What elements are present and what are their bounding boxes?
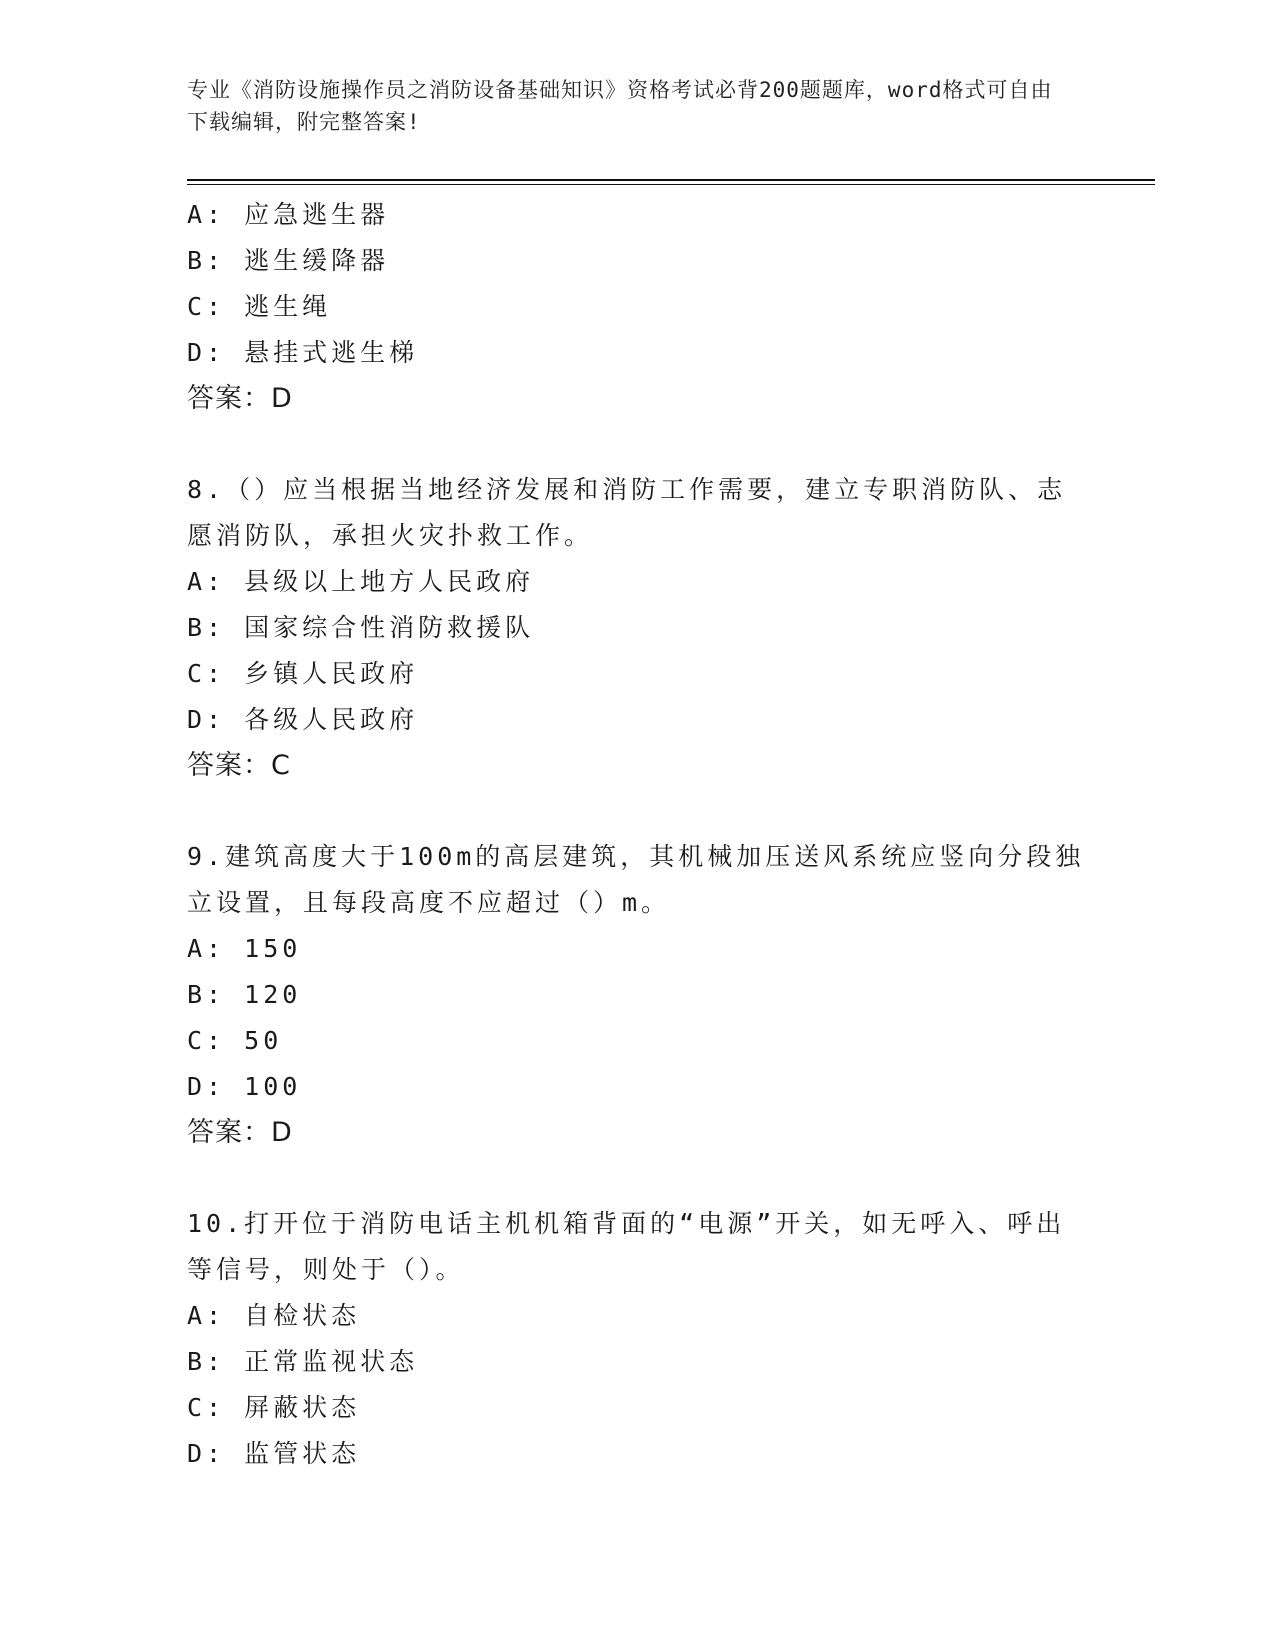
spacer	[187, 422, 1087, 467]
question-9	[187, 834, 1087, 1156]
option-c: C: 屏蔽状态	[187, 1393, 361, 1422]
question-list	[187, 192, 1087, 1477]
option-b: B: 国家综合性消防救援队	[187, 613, 535, 642]
document-header: 专业《消防设施操作员之消防设备基础知识》资格考试必背200题题库，word格式可自由下载编辑，附完整答案!	[187, 78, 1053, 134]
question-7	[187, 192, 1087, 422]
answer-line: 答案：D	[187, 383, 293, 414]
option-b: B: 120	[187, 980, 302, 1009]
option-a: A: 自检状态	[187, 1301, 361, 1330]
header-divider-thin	[187, 184, 1155, 185]
option-c: C: 逃生绳	[187, 292, 332, 321]
option-b: B: 逃生缓降器	[187, 246, 390, 275]
question-stem: 9.建筑高度大于100m的高层建筑，其机械加压送风系统应竖向分段独立设置，且每段高度不应超过（）m。	[187, 842, 1085, 917]
option-d: D: 各级人民政府	[187, 705, 419, 734]
option-c: C: 乡镇人民政府	[187, 659, 419, 688]
question-stem: 10.打开位于消防电话主机机箱背面的“电源”开关，如无呼入、呼出等信号，则处于（）。	[187, 1209, 1066, 1284]
option-a: A: 县级以上地方人民政府	[187, 567, 535, 596]
question-10	[187, 1201, 1087, 1477]
question-8	[187, 467, 1087, 789]
option-d: D: 100	[187, 1072, 302, 1101]
spacer	[187, 1156, 1087, 1201]
option-a: A: 150	[187, 934, 302, 963]
header-divider-thick	[187, 179, 1155, 181]
option-a: A: 应急逃生器	[187, 200, 390, 229]
option-b: B: 正常监视状态	[187, 1347, 419, 1376]
option-d: D: 监管状态	[187, 1439, 361, 1468]
answer-line: 答案：C	[187, 750, 291, 781]
answer-line: 答案：D	[187, 1117, 293, 1148]
question-stem: 8.（）应当根据当地经济发展和消防工作需要，建立专职消防队、志愿消防队，承担火灾扑救工作。	[187, 475, 1067, 550]
option-c: C: 50	[187, 1026, 283, 1055]
spacer	[187, 789, 1087, 834]
option-d: D: 悬挂式逃生梯	[187, 338, 419, 367]
